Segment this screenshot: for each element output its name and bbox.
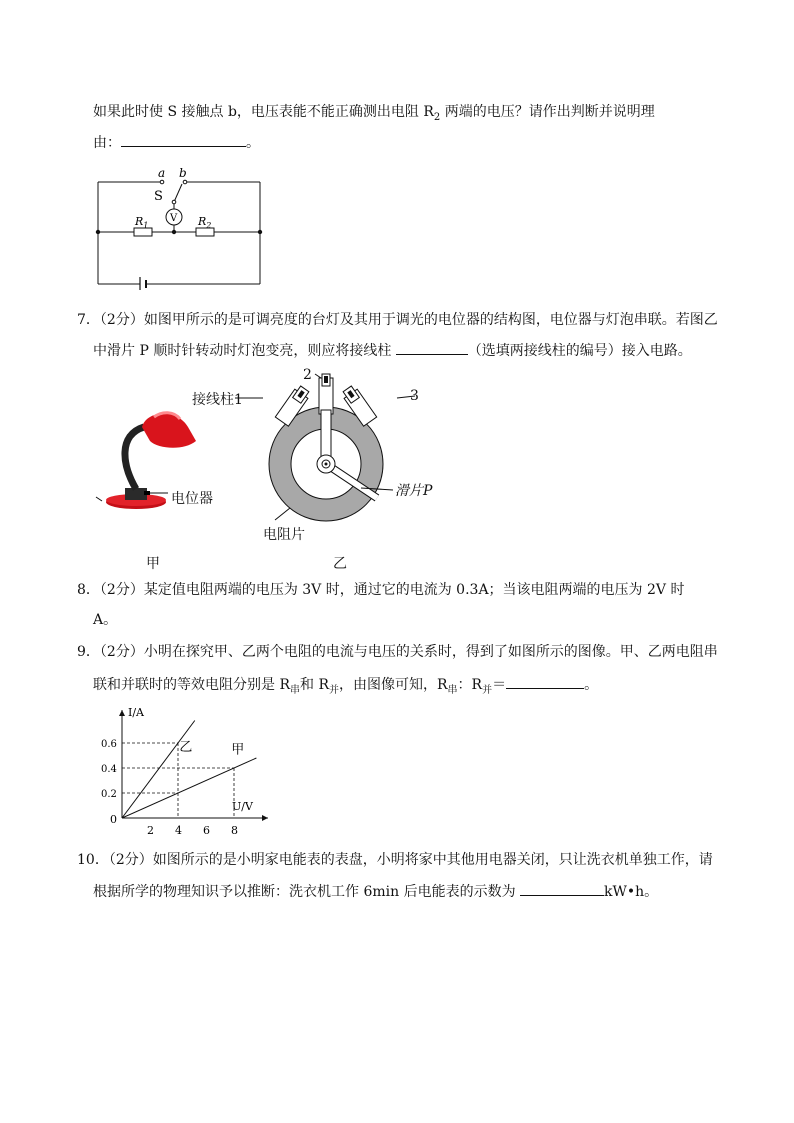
x-tick-label: 8: [231, 824, 238, 835]
q9-answer-blank[interactable]: [506, 674, 584, 689]
iv-chart: [100, 705, 270, 835]
q6-answer-blank[interactable]: [121, 132, 246, 147]
y-tick-label: 0.6: [101, 739, 117, 750]
q9-text-line1: 9．（2分）小明在探究甲、乙两个电阻的电流与电压的关系时，得到了如图所示的图像。甲、乙两电阻串: [77, 644, 718, 660]
terminal-2-label: 2: [303, 367, 312, 383]
q8-text-line2: A。: [93, 612, 118, 628]
q7-text-line1: 7．（2分）如图甲所示的是可调亮度的台灯及其用于调光的电位器的结构图，电位器与灯泡串联。若图乙: [77, 312, 718, 328]
y-axis-arrow: [119, 710, 125, 716]
y-tick-label: 0.2: [101, 789, 117, 800]
x-axis-label: U/V: [232, 800, 253, 813]
q6-text-line2: 由： 。: [93, 132, 260, 153]
y-axis-label: I/A: [128, 706, 144, 719]
circuit-label-b: b: [179, 166, 187, 180]
y-tick-label: 0.4: [101, 764, 117, 775]
figure-caption-yi: 乙: [333, 556, 347, 572]
x-tick-label: 2: [147, 824, 154, 835]
slider-p-label: 滑片P: [395, 483, 433, 499]
q9-text-line2: 联和并联时的等效电阻分别是 $R_串$和 $R_并$，由图像可知，$R_串$：$R_并=$ 。: [93, 674, 598, 701]
resistor-plate-label: 电阻片: [263, 527, 305, 543]
series-line: [122, 721, 195, 819]
q10-answer-blank[interactable]: [520, 881, 604, 896]
q10-text-line1: 10．（2分）如图所示的是小明家电能表的表盘，小明将家中其他用电器关闭，只让洗衣机单独工作，请: [77, 852, 713, 868]
q6-circuit-diagram: [90, 162, 270, 290]
q10-text-line2: 根据所学的物理知识予以推断：洗衣机工作 6min 后电能表的示数为 kW•h。: [93, 881, 658, 902]
q8-text-line1: 8．（2分）某定值电阻两端的电压为 3V 时，通过它的电流为 0.3A；当该电阻两端的电压为 2V 时: [77, 582, 685, 598]
circuit-label-r1: $R_1$: [135, 215, 149, 230]
x-axis-arrow: [262, 815, 268, 821]
terminal-3-label: 3: [410, 388, 419, 404]
q7-text-line2: 中滑片 P 顺时针转动时灯泡变亮，则应将接线柱 （选填两接线柱的编号）接入电路。: [93, 340, 692, 361]
series-label: 乙: [179, 740, 193, 755]
q7-answer-blank[interactable]: [396, 340, 468, 355]
circuit-label-r2: $R_2$: [198, 215, 212, 230]
circuit-label-a: a: [158, 166, 166, 180]
origin-label: 0: [110, 813, 117, 826]
series-label: 甲: [231, 742, 245, 758]
potentiometer-structure-diagram: [235, 368, 455, 533]
x-tick-label: 6: [203, 824, 210, 835]
potentiometer-label: 电位器: [171, 491, 213, 507]
terminal-1-label: 接线柱1: [192, 392, 243, 408]
circuit-label-v: V: [170, 213, 178, 224]
figure-caption-jia: 甲: [146, 556, 160, 572]
q6-text-line1: 如果此时使 S 接触点 b，电压表能不能正确测出电阻 $R_2$ 两端的电压？请作出判断并说明理: [93, 104, 655, 123]
circuit-label-s: S: [154, 189, 163, 204]
x-tick-label: 4: [175, 824, 182, 835]
